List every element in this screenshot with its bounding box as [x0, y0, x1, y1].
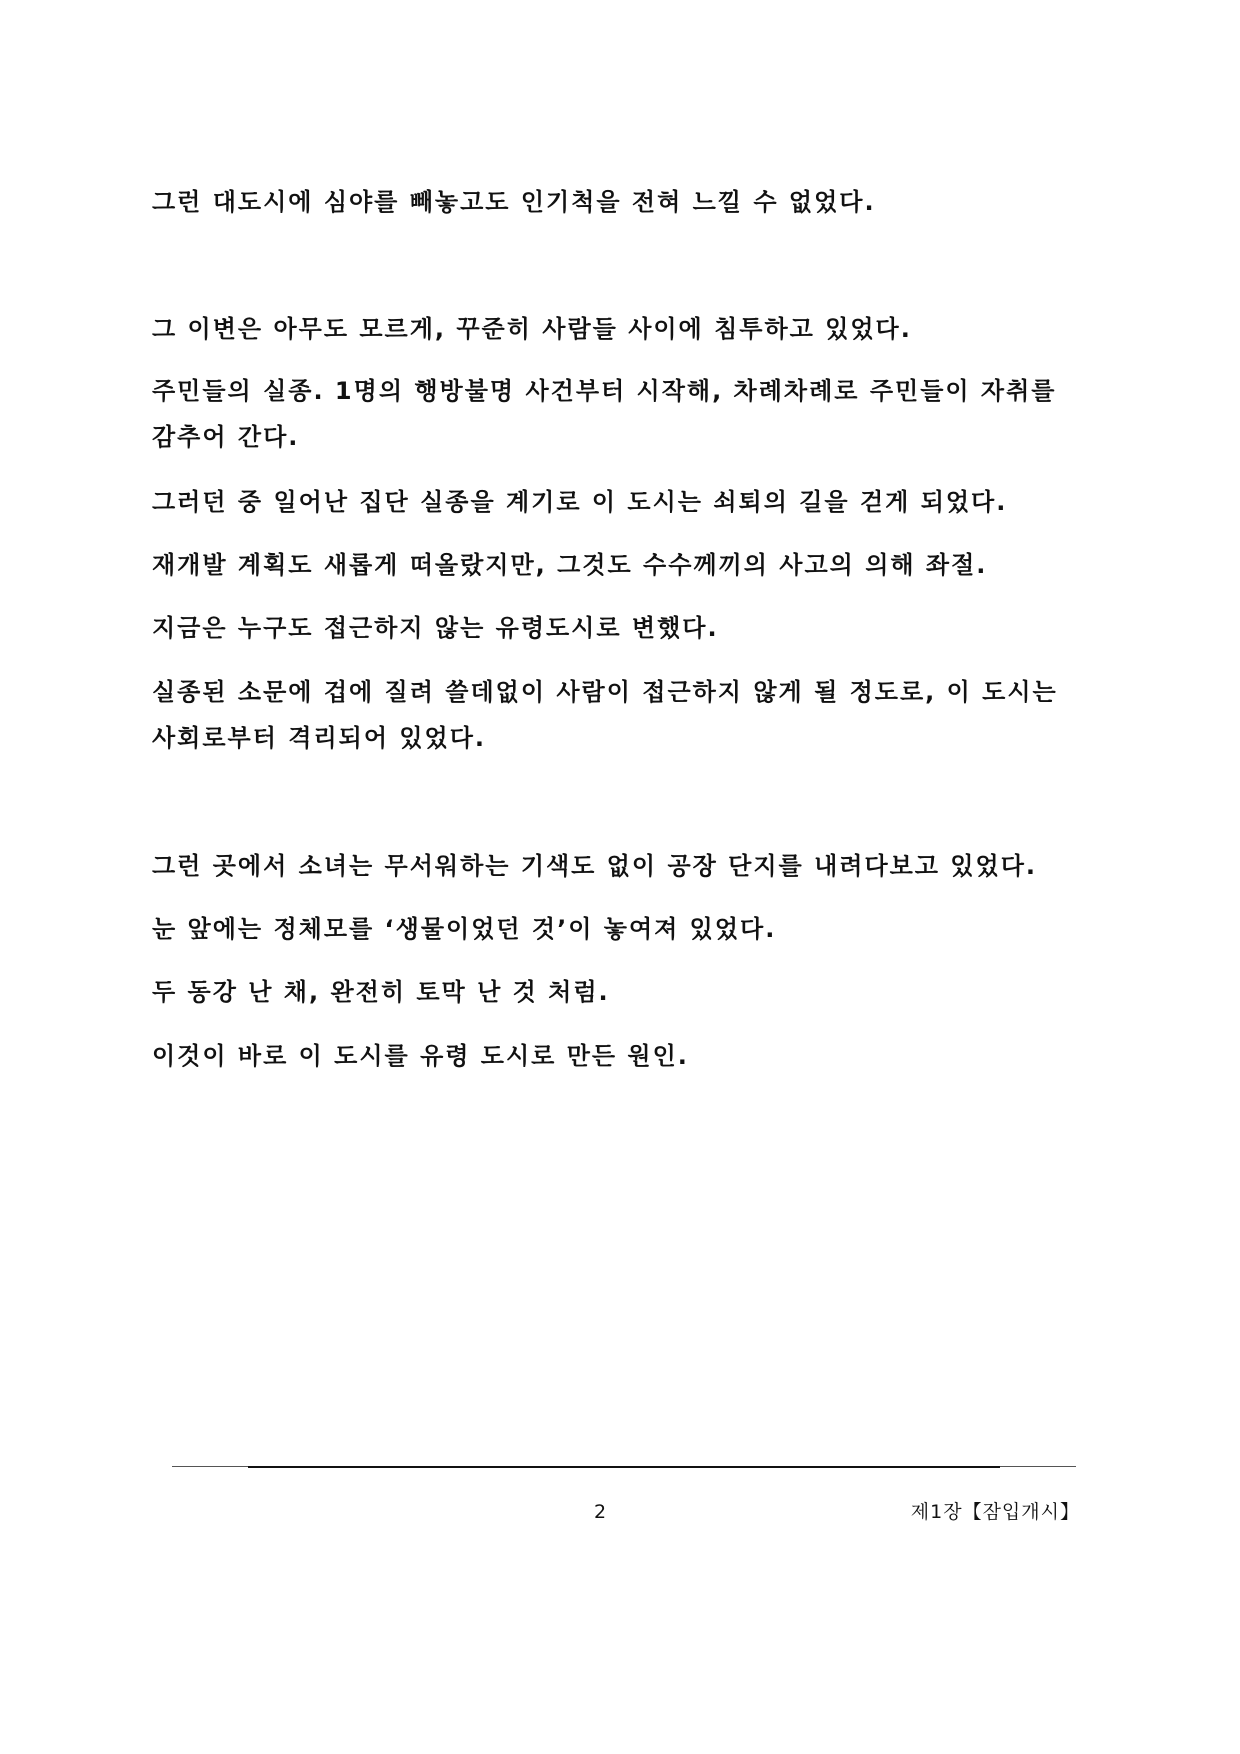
- text-line-13: 이것이 바로 이 도시를 유령 도시로 만든 원인.: [152, 1042, 689, 1070]
- text-line-6: 재개발 계획도 새롭게 떠올랐지만, 그것도 수수께끼의 사고의 의해 좌절.: [152, 551, 988, 579]
- text-line-4: 감추어 간다.: [152, 423, 300, 451]
- text-line-9: 사회로부터 격리되어 있었다.: [152, 724, 487, 752]
- page-number: 2: [593, 1501, 607, 1523]
- text-line-7: 지금은 누구도 접근하지 않는 유령도시로 변했다.: [152, 614, 719, 642]
- text-line-1: 그런 대도시에 심야를 빼놓고도 인기척을 전혀 느낄 수 없었다.: [152, 188, 876, 216]
- text-line-11: 눈 앞에는 정체모를 ‘생물이었던 것’이 놓여져 있었다.: [152, 915, 777, 943]
- text-line-2: 그 이변은 아무도 모르게, 꾸준히 사람들 사이에 침투하고 있었다.: [152, 315, 912, 343]
- text-line-12: 두 동강 난 채, 완전히 토막 난 것 처럼.: [152, 978, 610, 1006]
- text-line-3: 주민들의 실종. 1명의 행방불명 사건부터 시작해, 차례차례로 주민들이 자취를: [152, 377, 1057, 405]
- text-line-10: 그런 곳에서 소녀는 무서워하는 기색도 없이 공장 단지를 내려다보고 있었다.: [152, 852, 1038, 880]
- text-line-5: 그러던 중 일어난 집단 실종을 계기로 이 도시는 쇠퇴의 길을 걷게 되었다.: [152, 488, 1008, 516]
- text-line-8: 실종된 소문에 겁에 질려 쓸데없이 사람이 접근하지 않게 될 정도로, 이 도시는: [152, 678, 1058, 706]
- chapter-label: 제1장【잠입개시】: [910, 1501, 1080, 1523]
- footer-divider-bold: [248, 1466, 1000, 1468]
